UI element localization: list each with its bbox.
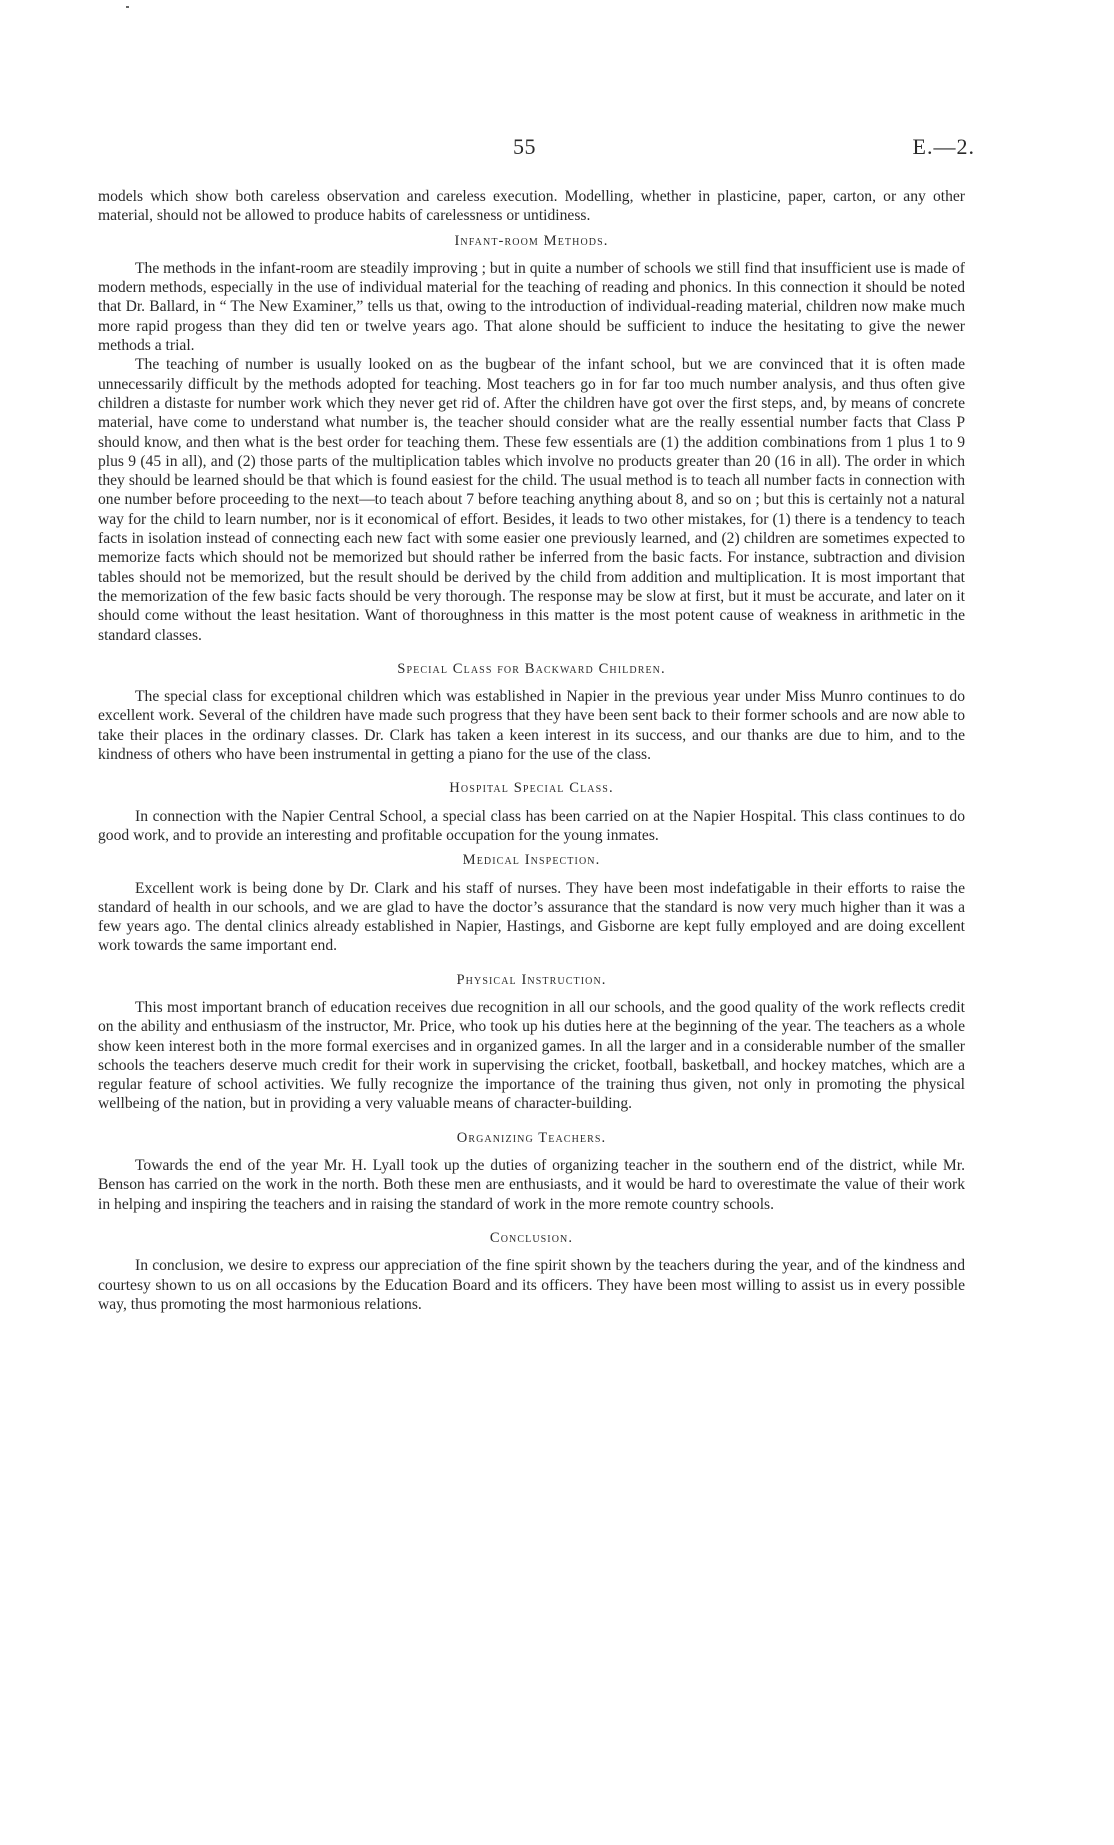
paragraph: In conclusion, we desire to express our appreciation of the fine spirit shown by the teachers during the year, and of the kindness and courtesy shown to us on all occasions by the Education Board and its officers. They have been most willing to assist us in every possible way, thus promoting the most harmonious relations. — [98, 1257, 965, 1313]
section-title-organizing-teachers: Organizing Teachers. — [456, 1129, 607, 1146]
paragraph: The special class for exceptional children which was established in Napier in the previous year under Miss Munro continues to do excellent work. Several of the children have made such progress that they have been sent back to their former schools and are now able to take their places in the ordinary classes. Dr. Clark has taken a keen interest in its success, and our thanks are due to him, and to the kindness of others who have been instrumental in getting a piano for the use of the class. — [98, 688, 965, 764]
page-header — [0, 134, 1114, 164]
section-title-conclusion: Conclusion. — [489, 1229, 574, 1246]
intro-paragraph: models which show both careless observation and careless execution. Modelling, whether in plasticine, paper, carton, or any other material, should not be allowed to produce habits of carelessness or untidiness. — [98, 188, 965, 225]
section-title-medical-inspection: Medical Inspection. — [462, 852, 601, 869]
paragraph: This most important branch of education receives due recognition in all our schools, and the good quality of the work reflects credit on the ability and enthusiasm of the instructor, Mr. Price, who took up his duties here at the beginning of the year. The teachers as a whole show keen interest both in the more formal exercises and in organized games. In all the larger and in a considerable number of the smaller schools the teachers deserve much credit for their work in supervising the cricket, football, basketball, and hockey matches, which are a regular feature of school activities. We fully recognize the importance of the training thus given, not only in promoting the physical wellbeing of the nation, but in providing a very valuable means of character-building. — [98, 998, 965, 1113]
page-body — [98, 187, 965, 1314]
section-title-infant-room-methods: Infant-room Methods. — [454, 232, 609, 249]
page-number: 55 — [513, 134, 536, 159]
document-reference: E.—2. — [912, 134, 975, 159]
paragraph: In connection with the Napier Central School, a special class has been carried on at the Napier Hospital. This class continues to do good work, and to provide an interesting and profitable occupation for the young inmates. — [98, 807, 965, 844]
section-title-hospital-special-class: Hospital Special Class. — [449, 780, 614, 797]
scan-mark — [126, 6, 129, 8]
paragraph: Excellent work is being done by Dr. Clark and his staff of nurses. They have been most indefatigable in their efforts to raise the standard of health in our schools, and we are glad to have the doctor’s assurance that the standard is now very much higher than it was a few years ago. The dental clinics already established in Napier, Hastings, and Gisborne are kept fully employed and are doing excellent work towards the same important end. — [98, 879, 965, 955]
paragraph: Towards the end of the year Mr. H. Lyall took up the duties of organizing teacher in the southern end of the district, while Mr. Benson has carried on the work in the north. Both these men are enthusiasts, and it would be hard to overestimate the value of their work in helping and inspiring the teachers and in raising the standard of work in the more remote country schools. — [98, 1157, 965, 1213]
section-title-special-class: Special Class for Backward Children. — [397, 660, 666, 677]
paragraph: The methods in the infant-room are steadily improving ; but in quite a number of schools we still find that insufficient use is made of modern methods, especially in the use of individual material for the teaching of reading and phonics. In this connection it should be noted that Dr. Ballard, in “ The New Examiner,” tells us that, owing to the introduction of individual-reading material, children now make much more rapid progess than they did ten or twelve years ago. That alone should be sufficient to induce the hesitating to give the newer methods a trial. — [98, 259, 965, 355]
section-title-physical-instruction: Physical Instruction. — [456, 971, 607, 988]
paragraph: The teaching of number is usually looked on as the bugbear of the infant school, but we are convinced that it is often made unnecessarily difficult by the methods adopted for teaching. Most teachers go in for far too much number analysis, and thus often give children a distaste for number work which they never get rid of. After the children have got over the first steps, and, by means of concrete material, have come to understand what number is, the teacher should consider what are the really essential number facts that Class P should know, and then what is the best order for teaching them. These few essentials are (1) the addition combinations from 1 plus 1 to 9 plus 9 (45 in all), and (2) those parts of the multiplication tables which involve no products greater than 20 (16 in all). The order in which they should be learned should be that which is found easiest for the child. The usual method is to teach all number facts in connection with one number before proceeding to the next—to teach about 7 before teaching anything about 8, and so on ; but this is certainly not a natural way for the child to learn number, nor is it economical of effort. Besides, it leads to two other mistakes, for (1) there is a tendency to teach facts in isolation instead of connecting each new fact with some easier one previously learned, and (2) children are sometimes expected to memorize facts which should not be memorized but should rather be inferred from the basic facts. For instance, subtraction and division tables should not be memorized, but the result should be derived by the child from addition and multiplication. It is most important that the memorization of the few basic facts should be very thorough. The response may be slow at first, but it must be accurate, and later on it should come without the least hesitation. Want of thoroughness in this matter is the most potent cause of weakness in arithmetic in the standard classes. — [98, 356, 965, 644]
